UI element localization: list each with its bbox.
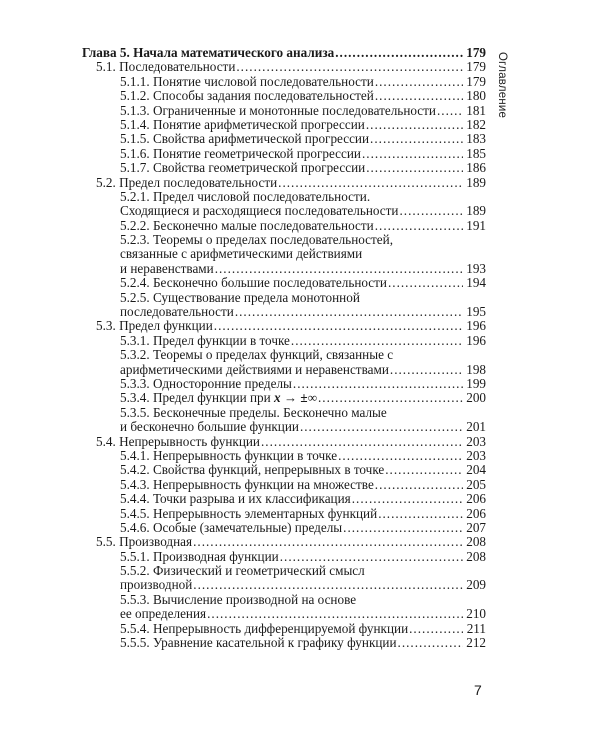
- dot-leader: [293, 377, 463, 391]
- page-number: 7: [474, 682, 482, 698]
- toc-page-number: 181: [466, 102, 486, 118]
- toc-page-number: 193: [466, 260, 486, 276]
- dot-leader: [214, 319, 463, 333]
- toc-entry-title-text: Сходящиеся и расходящиеся последовательности: [120, 203, 399, 219]
- toc-subsection[interactable]: [82, 147, 486, 161]
- toc-page-number: 196: [466, 318, 486, 334]
- toc-subsection[interactable]: [82, 463, 486, 477]
- toc-subsection[interactable]: [82, 420, 486, 434]
- toc-entry-title-text: 5.3.4. Предел функции при: [120, 390, 274, 406]
- dot-leader: [437, 104, 463, 118]
- toc-entry-title: [96, 176, 277, 190]
- toc-entry-title-text: 5.4.3. Непрерывность функции на множестве: [120, 476, 374, 492]
- dot-leader: [193, 535, 463, 549]
- toc-entry-title-text: ее определения: [120, 606, 207, 622]
- toc-entry-title-text: 5.4. Непрерывность функции: [96, 433, 260, 449]
- dot-leader: [375, 478, 463, 492]
- dot-leader: [375, 75, 463, 89]
- toc-entry-title: [120, 262, 214, 276]
- toc-page-number: 180: [466, 88, 486, 104]
- dot-leader: [378, 507, 463, 521]
- toc-entry-title-text: 5.2. Предел последовательности: [96, 174, 278, 190]
- dot-leader: [335, 46, 463, 60]
- toc-subsection[interactable]: [82, 262, 486, 276]
- toc-entry-title: [120, 578, 192, 592]
- toc-entry-title: [120, 104, 436, 118]
- toc-entry-title: [120, 219, 374, 233]
- toc-subsection[interactable]: [82, 607, 486, 621]
- toc-subsection[interactable]: [82, 550, 486, 564]
- toc-page-number: 182: [466, 116, 486, 132]
- toc-entry-title: [120, 161, 365, 175]
- toc-page-number: 205: [466, 476, 486, 492]
- toc-page-number: 185: [466, 145, 486, 161]
- toc-entry-title-text: 5.3.3. Односторонние пределы: [120, 375, 292, 391]
- dot-leader: [215, 262, 463, 276]
- dot-leader: [409, 622, 463, 636]
- toc-entry-title-text: 5.1.4. Понятие арифметической прогрессии: [120, 116, 365, 132]
- toc-page-number: 198: [466, 361, 486, 377]
- toc-subsection[interactable]: [82, 118, 486, 132]
- dot-leader: [366, 118, 463, 132]
- toc-entry-title-text: 5.3.1. Предел функции в точке: [120, 332, 290, 348]
- toc-entry-title: [120, 507, 377, 521]
- toc-subsection[interactable]: [82, 636, 486, 650]
- toc-page-number: 179: [466, 45, 486, 60]
- toc-page-number: 189: [466, 203, 486, 219]
- dot-leader: [375, 89, 463, 103]
- toc-entry-title-text: 5.1.7. Свойства геометрической прогрессии: [120, 160, 366, 176]
- toc-subsection[interactable]: [82, 204, 486, 218]
- toc-entry-title-text: арифметическими действиями и неравенствами: [120, 361, 389, 377]
- dot-leader: [318, 391, 463, 405]
- toc-entry-title: [120, 118, 365, 132]
- toc-entry-title: [120, 636, 397, 650]
- toc-entry-title: [120, 75, 374, 89]
- toc-subsection[interactable]: [82, 578, 486, 592]
- toc-subsection[interactable]: [82, 219, 486, 233]
- toc-entry-title: [96, 60, 235, 74]
- toc-entry-continuation: 5.2.1. Предел числовой последовательности.: [120, 188, 371, 204]
- dot-leader: [278, 176, 463, 190]
- toc-entry-title: [120, 449, 337, 463]
- toc-page-number: 209: [466, 577, 486, 593]
- toc-entry-title-text: 5.1.6. Понятие геометрической прогрессии: [120, 145, 361, 161]
- toc-entry-title-text: 5.4.4. Точки разрыва и их классификация: [120, 491, 351, 507]
- toc-entry-title-text: 5.4.5. Непрерывность элементарных функций: [120, 505, 378, 521]
- toc-entry-title: [82, 46, 334, 60]
- toc-page-number: 208: [466, 534, 486, 550]
- toc-entry-continuation: связанные с арифметическими действиями: [120, 246, 363, 262]
- dot-leader: [261, 435, 463, 449]
- dot-leader: [236, 60, 463, 74]
- toc-entry-title-text: производной: [120, 577, 193, 593]
- toc-entry-title-text: 5.5.5. Уравнение касательной к графику функции: [120, 635, 397, 651]
- toc-page-number: 179: [466, 59, 486, 75]
- toc-entry-title: [120, 391, 317, 405]
- toc-page-number: 189: [466, 174, 486, 190]
- toc-entry-title-text: 5.1.5. Свойства арифметической прогрессии: [120, 131, 370, 147]
- toc-page-number: 207: [466, 519, 486, 535]
- toc-entry-title: [120, 147, 361, 161]
- toc-subsection[interactable]: [82, 75, 486, 89]
- toc-entry-title-text: 5.4.1. Непрерывность функции в точке: [120, 447, 338, 463]
- toc-entry-title: [96, 535, 192, 549]
- dot-leader: [291, 334, 463, 348]
- toc-entry-title: [120, 305, 234, 319]
- toc-page-number: 204: [466, 462, 486, 478]
- dot-leader: [375, 219, 463, 233]
- toc-subsection[interactable]: [82, 89, 486, 103]
- toc-subsection[interactable]: [82, 276, 486, 290]
- toc-entry-title-text: 5.2.4. Бесконечно большие последовательности: [120, 275, 387, 291]
- toc-subsection[interactable]: [82, 622, 486, 636]
- toc-entry-title: [120, 420, 299, 434]
- toc-page-number: 208: [466, 548, 486, 564]
- toc-entry-title-text: Глава 5. Начала математического анализа: [82, 45, 335, 60]
- toc-page-number: 195: [466, 304, 486, 320]
- toc-subsection[interactable]: [82, 363, 486, 377]
- toc-subsection[interactable]: [82, 391, 486, 405]
- dot-leader: [388, 276, 463, 290]
- toc-page-number: 211: [466, 620, 486, 636]
- toc-subsection[interactable]: [82, 305, 486, 319]
- toc-entry-title-text: 5.5.4. Непрерывность дифференцируемой функции: [120, 620, 409, 636]
- toc-entry-title: [120, 463, 384, 477]
- toc-entry-title: [120, 622, 408, 636]
- toc-page-number: 206: [466, 505, 486, 521]
- dot-leader: [398, 636, 463, 650]
- toc-entry-title-text: и неравенствами: [120, 260, 214, 276]
- toc-entry-title: [96, 319, 213, 333]
- toc-entry-title: [120, 363, 389, 377]
- dot-leader: [385, 463, 463, 477]
- toc-entry-title: [120, 334, 290, 348]
- dot-leader: [235, 305, 463, 319]
- toc-entry-continuation: 5.2.5. Существование предела монотонной: [120, 289, 360, 305]
- toc-entry-title: [120, 492, 351, 506]
- toc-page-number: 196: [466, 332, 486, 348]
- dot-leader: [399, 204, 463, 218]
- toc-chapter[interactable]: [82, 46, 486, 60]
- toc-subsection[interactable]: [82, 521, 486, 535]
- toc-page-number: 183: [466, 131, 486, 147]
- dot-leader: [300, 420, 463, 434]
- toc-subsection[interactable]: [82, 492, 486, 506]
- toc-page-number: 201: [466, 419, 486, 435]
- toc-page-number: 203: [466, 433, 486, 449]
- toc-page-number: 186: [466, 160, 486, 176]
- math-expression: x → ±∞: [273, 390, 317, 406]
- toc-entry-title-text: 5.5.1. Производная функции: [120, 548, 279, 564]
- toc-subsection[interactable]: [82, 161, 486, 175]
- toc-subsection[interactable]: [82, 507, 486, 521]
- toc-entry-title-text: 5.2.2. Бесконечно малые последовательности: [120, 217, 374, 233]
- toc-section[interactable]: [82, 535, 486, 549]
- toc-entry-title-text: 5.1.2. Способы задания последовательностей: [120, 88, 374, 104]
- toc-entry-title-text: 5.5. Производная: [96, 534, 193, 550]
- toc-entry-continuation: 5.3.2. Теоремы о пределах функций, связанные с: [120, 347, 394, 363]
- toc-entry-title-text: 5.3. Предел функции: [96, 318, 213, 334]
- toc-subsection[interactable]: [82, 449, 486, 463]
- toc-entry-title-text: 5.1. Последовательности: [96, 59, 236, 75]
- dot-leader: [338, 449, 463, 463]
- toc-page-number: 179: [466, 73, 486, 89]
- toc-entry-continuation: 5.3.5. Бесконечные пределы. Бесконечно малые: [120, 404, 387, 420]
- dot-leader: [193, 578, 463, 592]
- toc-page-number: 210: [466, 606, 486, 622]
- toc-page-number: 191: [466, 217, 486, 233]
- toc-subsection[interactable]: [82, 377, 486, 391]
- toc-section[interactable]: [82, 319, 486, 333]
- toc-subsection[interactable]: [82, 132, 486, 146]
- toc-entry-title-text: 5.1.3. Ограниченные и монотонные последовательности: [120, 102, 436, 118]
- dot-leader: [362, 147, 463, 161]
- toc-page-number: 203: [466, 447, 486, 463]
- toc-entry-title-text: 5.1.1. Понятие числовой последовательности: [120, 73, 374, 89]
- toc-page-number: 206: [466, 491, 486, 507]
- toc-entry-title-text: последовательности: [120, 304, 234, 320]
- toc-page-number: 199: [466, 375, 486, 391]
- toc-subsection[interactable]: [82, 104, 486, 118]
- dot-leader: [390, 363, 463, 377]
- toc-entry-title: [120, 204, 398, 218]
- running-header: Оглавление: [496, 52, 508, 119]
- toc-entry-title: [120, 550, 279, 564]
- toc-entry-title: [120, 276, 387, 290]
- toc-section[interactable]: [82, 435, 486, 449]
- dot-leader: [366, 161, 463, 175]
- toc-entry-title-text: 5.4.2. Свойства функций, непрерывных в точке: [120, 462, 385, 478]
- toc-entry-continuation: 5.5.3. Вычисление производной на основе: [120, 591, 357, 607]
- toc-entry-title: [120, 89, 374, 103]
- toc-page-number: 194: [466, 275, 486, 291]
- toc-subsection[interactable]: [82, 478, 486, 492]
- toc-entry-title: [120, 377, 292, 391]
- dot-leader: [207, 607, 463, 621]
- dot-leader: [370, 132, 463, 146]
- toc-page-number: 200: [466, 390, 486, 406]
- toc-entry-title-text: и бесконечно большие функции: [120, 419, 299, 435]
- toc-entry-title: [120, 478, 374, 492]
- dot-leader: [280, 550, 463, 564]
- toc-subsection[interactable]: [82, 334, 486, 348]
- toc-section[interactable]: [82, 176, 486, 190]
- toc-entry-title-text: 5.4.6. Особые (замечательные) пределы: [120, 519, 343, 535]
- toc-entry-title: [96, 435, 260, 449]
- toc-entry-continuation: 5.5.2. Физический и геометрический смысл: [120, 563, 365, 579]
- dot-leader: [343, 521, 463, 535]
- toc-page-number: 212: [466, 635, 486, 651]
- toc-entry-title: [120, 521, 342, 535]
- dot-leader: [352, 492, 463, 506]
- toc-entry-title: [120, 132, 369, 146]
- table-of-contents: [82, 46, 486, 650]
- toc-entry-title: [120, 607, 206, 621]
- toc-section[interactable]: [82, 60, 486, 74]
- toc-entry-continuation: 5.2.3. Теоремы о пределах последовательностей,: [120, 232, 394, 248]
